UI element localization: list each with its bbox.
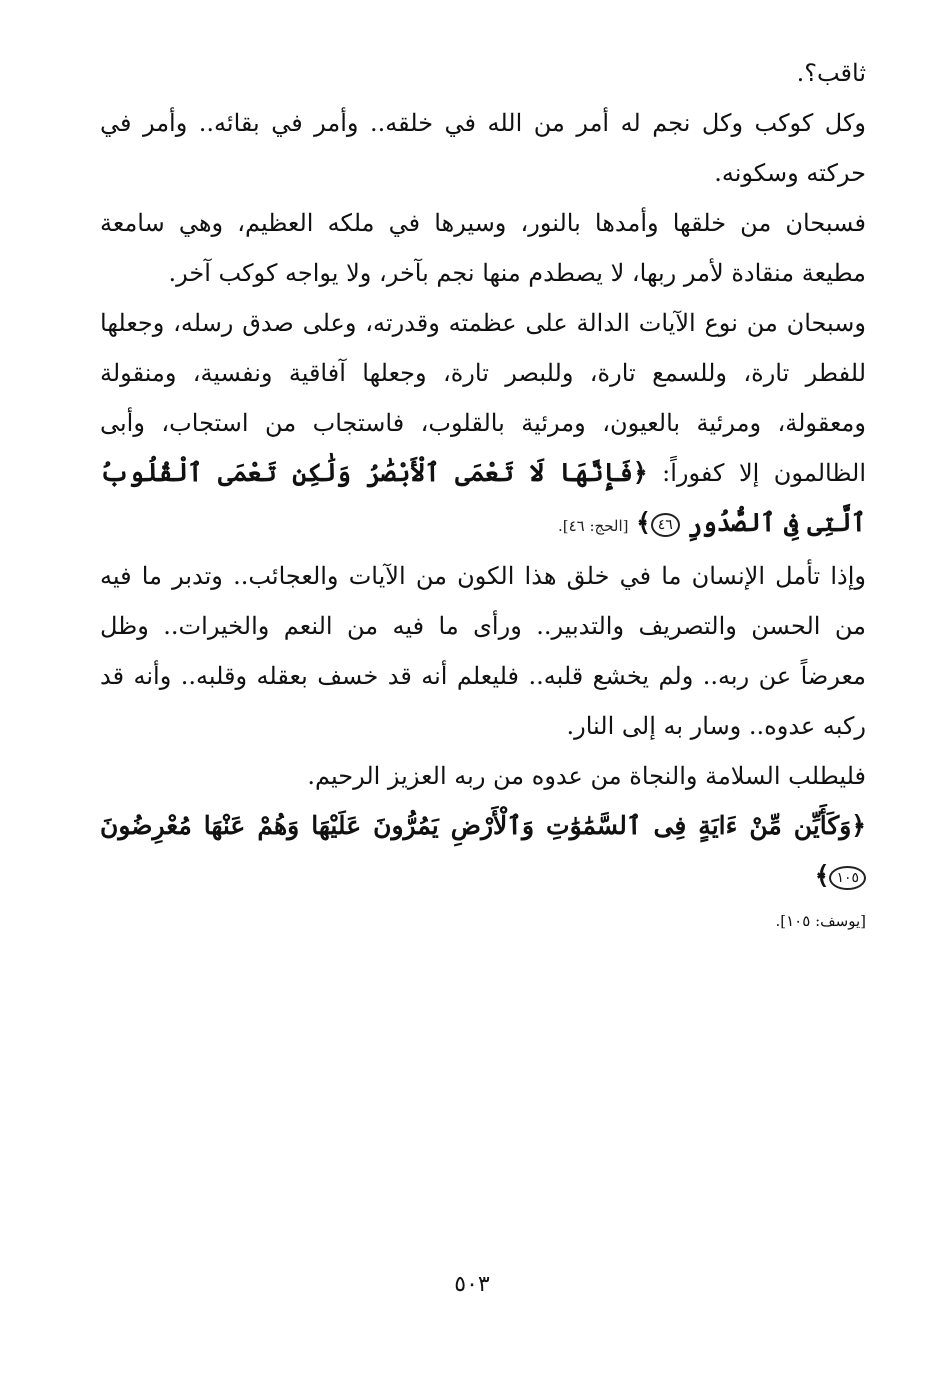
verse-close-bracket-2: ﴾ [814,861,830,890]
paragraph-4 [100,298,866,551]
paragraph-1: ثاقب؟. [796,59,866,87]
paragraph-6: فليطلب السلامة والنجاة من عدوه من ربه العزيز الرحيم. [307,762,866,790]
page-body [100,48,866,941]
page-number: ٥٠٣ [454,1272,490,1297]
quran-verse-hajj: ﴿فَإِنَّهَا لَا تَعْمَى ٱلْأَبْصَٰرُ وَلَٰكِن تَعْمَى ٱلْقُلُوبُ ٱلَّتِى فِى ٱلصُّدُورِ [100,458,866,537]
quran-verse-yusuf [100,801,866,901]
quran-verse-yusuf-text: ﴿وَكَأَيِّن مِّنْ ءَايَةٍ فِى ٱلسَّمَٰوَٰتِ وَٱلْأَرْضِ يَمُرُّونَ عَلَيْهَا وَهُمْ عَنْهَا مُعْرِضُونَ [100,811,866,840]
paragraph-5: وإذا تأمل الإنسان ما في خلق هذا الكون من الآيات والعجائب.. وتدبر ما فيه من الحسن والتصريف والتدبير.. ورأى ما فيه من النعم والخيرات.. وظل معرضاً عن ربه.. ولم يخشع قلبه.. فليعلم أنه قد خسف بعقله وقلبه.. وأنه قد ركبه عدوه.. وسار به إلى النار. [100,562,866,740]
paragraph-2: وكل كوكب وكل نجم له أمر من الله في خلقه.. وأمر في بقائه.. وأمر في حركته وسكونه. [100,109,866,187]
paragraph-4-text: وسبحان من نوع الآيات الدالة على عظمته وقدرته، وعلى صدق رسله، وجعلها للفطر تارة، وللسمع تارة، وللبصر تارة، وجعلها آفاقية ونفسية، ومنقولة ومعقولة، ومرئية بالعيون، ومرئية بالقلوب، فاستجاب من استجاب، وأبى الظالمون إلا كفوراً: [100,309,867,487]
verse-close-bracket: ﴾ [636,508,651,537]
ayah-number-105: ١٠٥ [829,866,866,890]
ayah-number-46: ٤٦ [651,513,680,537]
paragraph-3: فسبحان من خلقها وأمدها بالنور، وسيرها في ملكه العظيم، وهي سامعة مطيعة منقادة لأمر ربها، لا يصطدم منها نجم بآخر، ولا يواجه كوكب آخر. [100,209,866,287]
verse-reference-hajj: [الحج: ٤٦]. [557,517,629,535]
verse-reference-yusuf: [يوسف: ١٠٥]. [775,912,866,930]
